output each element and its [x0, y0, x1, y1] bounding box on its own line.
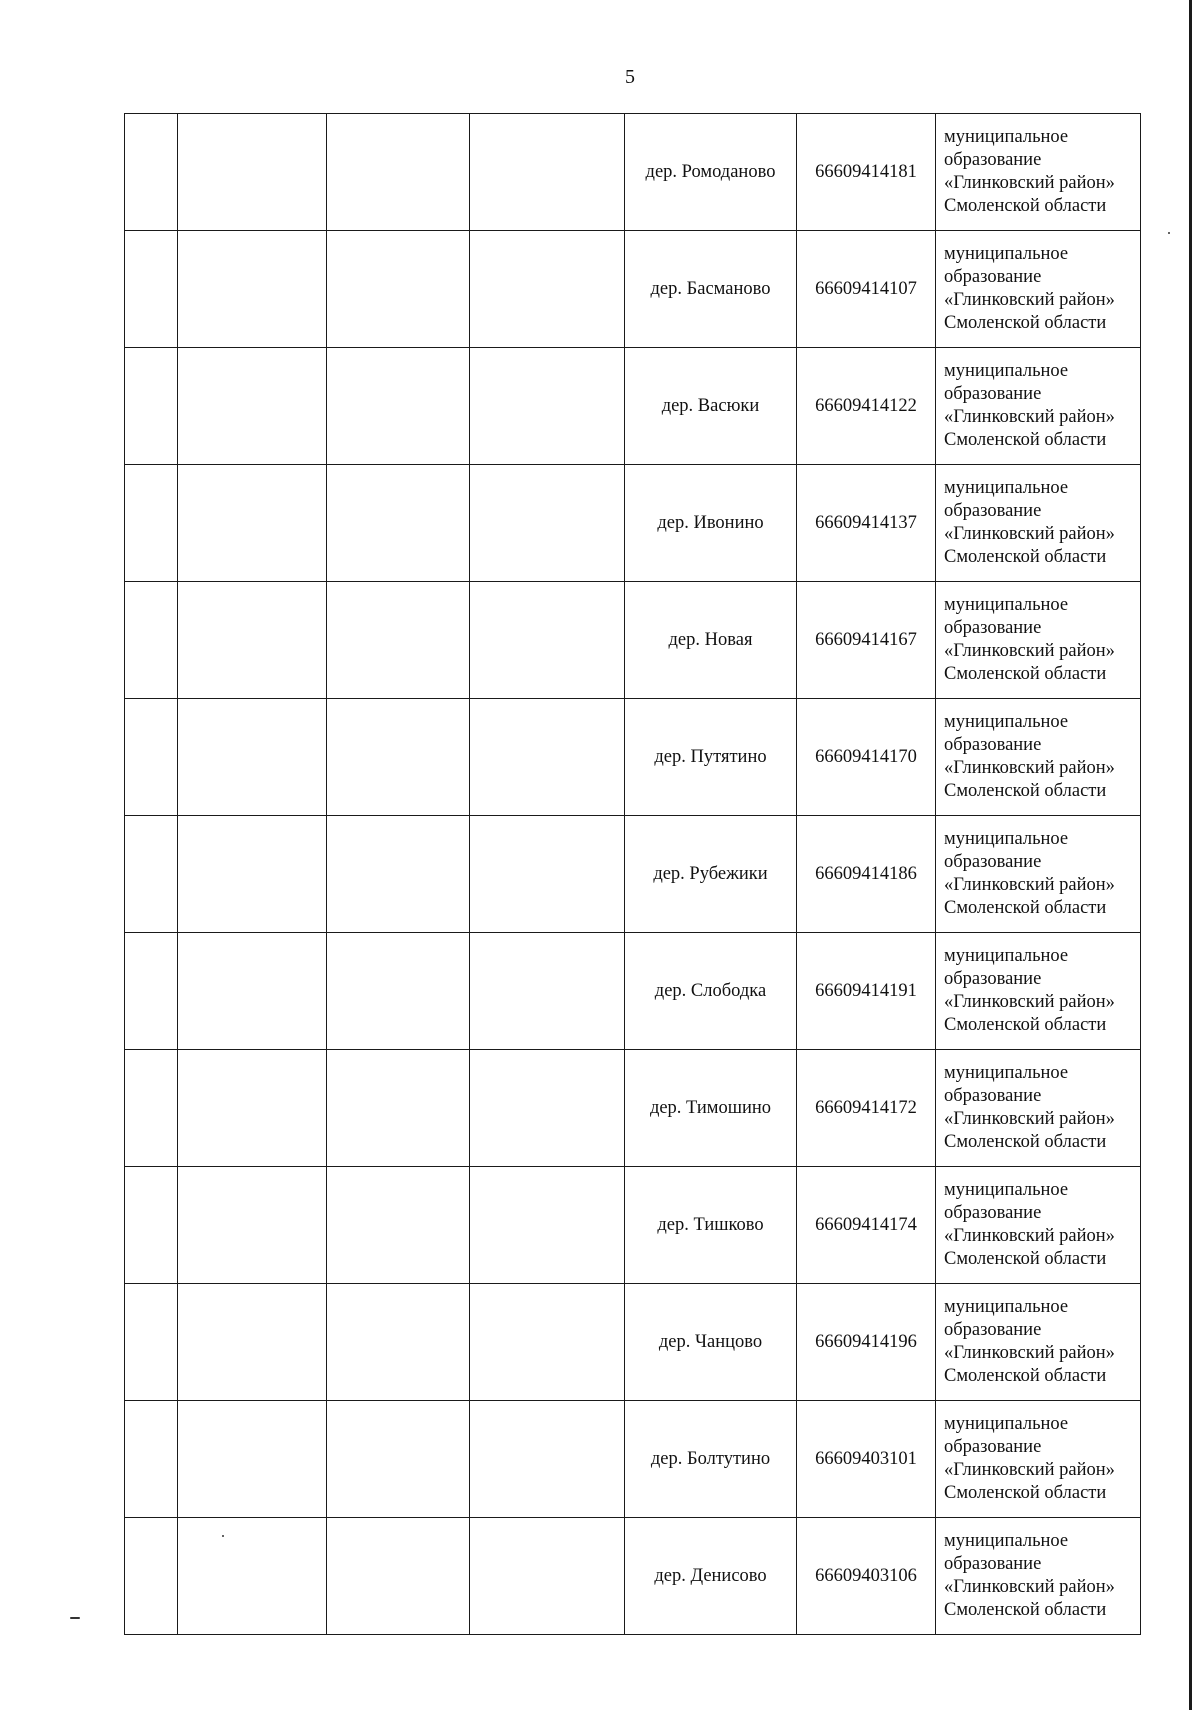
code-cell: 66609414137 [797, 465, 936, 582]
empty-cell [178, 699, 327, 816]
settlement-cell: дер. Басманово [625, 231, 797, 348]
code-cell: 66609414174 [797, 1167, 936, 1284]
municipality-cell: муниципальное образование «Глинковский район» Смоленской области [936, 1050, 1141, 1167]
empty-cell [178, 348, 327, 465]
empty-cell [178, 231, 327, 348]
empty-cell [327, 582, 470, 699]
empty-cell [178, 582, 327, 699]
empty-cell [470, 1050, 625, 1167]
empty-cell [178, 465, 327, 582]
empty-cell [178, 933, 327, 1050]
empty-cell [470, 465, 625, 582]
settlement-cell: дер. Денисово [625, 1518, 797, 1635]
empty-cell [178, 816, 327, 933]
code-cell: 66609403106 [797, 1518, 936, 1635]
empty-cell [125, 1518, 178, 1635]
table-row [125, 1284, 1141, 1401]
code-cell: 66609403101 [797, 1401, 936, 1518]
empty-cell [125, 465, 178, 582]
municipality-cell: муниципальное образование «Глинковский район» Смоленской области [936, 1401, 1141, 1518]
empty-cell [178, 1284, 327, 1401]
empty-cell [178, 1050, 327, 1167]
empty-cell [327, 1284, 470, 1401]
empty-cell [470, 816, 625, 933]
empty-cell [470, 114, 625, 231]
table-row [125, 348, 1141, 465]
empty-cell [470, 1518, 625, 1635]
empty-cell [327, 1518, 470, 1635]
empty-cell [470, 933, 625, 1050]
scan-speck [1168, 232, 1170, 234]
code-cell: 66609414191 [797, 933, 936, 1050]
code-cell: 66609414181 [797, 114, 936, 231]
table-row [125, 1518, 1141, 1635]
empty-cell [125, 231, 178, 348]
settlement-cell: дер. Рубежики [625, 816, 797, 933]
code-cell: 66609414122 [797, 348, 936, 465]
scan-edge-line [1189, 0, 1192, 1710]
empty-cell [327, 1050, 470, 1167]
empty-cell [125, 114, 178, 231]
table-row [125, 582, 1141, 699]
empty-cell [327, 816, 470, 933]
table-row [125, 699, 1141, 816]
municipality-cell: муниципальное образование «Глинковский район» Смоленской области [936, 933, 1141, 1050]
empty-cell [125, 1167, 178, 1284]
empty-cell [327, 1401, 470, 1518]
table-row [125, 1167, 1141, 1284]
settlement-cell: дер. Чанцово [625, 1284, 797, 1401]
municipality-cell: муниципальное образование «Глинковский район» Смоленской области [936, 816, 1141, 933]
table-body [125, 114, 1141, 1635]
empty-cell [125, 1401, 178, 1518]
municipality-cell: муниципальное образование «Глинковский район» Смоленской области [936, 114, 1141, 231]
municipality-cell: муниципальное образование «Глинковский район» Смоленской области [936, 1167, 1141, 1284]
empty-cell [125, 816, 178, 933]
empty-cell [327, 114, 470, 231]
scan-speck [70, 1617, 80, 1619]
empty-cell [470, 1167, 625, 1284]
settlement-cell: дер. Васюки [625, 348, 797, 465]
settlement-cell: дер. Новая [625, 582, 797, 699]
empty-cell [470, 699, 625, 816]
empty-cell [470, 1401, 625, 1518]
empty-cell [470, 1284, 625, 1401]
code-cell: 66609414107 [797, 231, 936, 348]
municipality-cell: муниципальное образование «Глинковский район» Смоленской области [936, 1284, 1141, 1401]
settlement-cell: дер. Ивонино [625, 465, 797, 582]
settlement-cell: дер. Тишково [625, 1167, 797, 1284]
empty-cell [125, 1284, 178, 1401]
settlement-cell: дер. Путятино [625, 699, 797, 816]
settlement-cell: дер. Ромоданово [625, 114, 797, 231]
empty-cell [178, 1167, 327, 1284]
empty-cell [125, 933, 178, 1050]
table-row [125, 816, 1141, 933]
empty-cell [327, 933, 470, 1050]
empty-cell [178, 1518, 327, 1635]
table-row [125, 114, 1141, 231]
settlement-cell: дер. Слободка [625, 933, 797, 1050]
code-cell: 66609414186 [797, 816, 936, 933]
empty-cell [125, 582, 178, 699]
settlements-table [124, 113, 1141, 1635]
settlement-cell: дер. Тимошино [625, 1050, 797, 1167]
empty-cell [178, 114, 327, 231]
table-row [125, 231, 1141, 348]
empty-cell [327, 231, 470, 348]
municipality-cell: муниципальное образование «Глинковский район» Смоленской области [936, 1518, 1141, 1635]
code-cell: 66609414170 [797, 699, 936, 816]
code-cell: 66609414172 [797, 1050, 936, 1167]
empty-cell [125, 699, 178, 816]
empty-cell [178, 1401, 327, 1518]
code-cell: 66609414196 [797, 1284, 936, 1401]
municipality-cell: муниципальное образование «Глинковский район» Смоленской области [936, 348, 1141, 465]
municipality-cell: муниципальное образование «Глинковский район» Смоленской области [936, 582, 1141, 699]
table-row [125, 1401, 1141, 1518]
municipality-cell: муниципальное образование «Глинковский район» Смоленской области [936, 231, 1141, 348]
table-row [125, 465, 1141, 582]
empty-cell [327, 1167, 470, 1284]
table-row [125, 1050, 1141, 1167]
empty-cell [125, 1050, 178, 1167]
settlement-cell: дер. Болтутино [625, 1401, 797, 1518]
empty-cell [327, 699, 470, 816]
empty-cell [327, 348, 470, 465]
empty-cell [470, 582, 625, 699]
empty-cell [470, 231, 625, 348]
municipality-cell: муниципальное образование «Глинковский район» Смоленской области [936, 465, 1141, 582]
code-cell: 66609414167 [797, 582, 936, 699]
empty-cell [470, 348, 625, 465]
empty-cell [327, 465, 470, 582]
empty-cell [125, 348, 178, 465]
table-row [125, 933, 1141, 1050]
municipality-cell: муниципальное образование «Глинковский район» Смоленской области [936, 699, 1141, 816]
page-number: 5 [625, 66, 635, 88]
